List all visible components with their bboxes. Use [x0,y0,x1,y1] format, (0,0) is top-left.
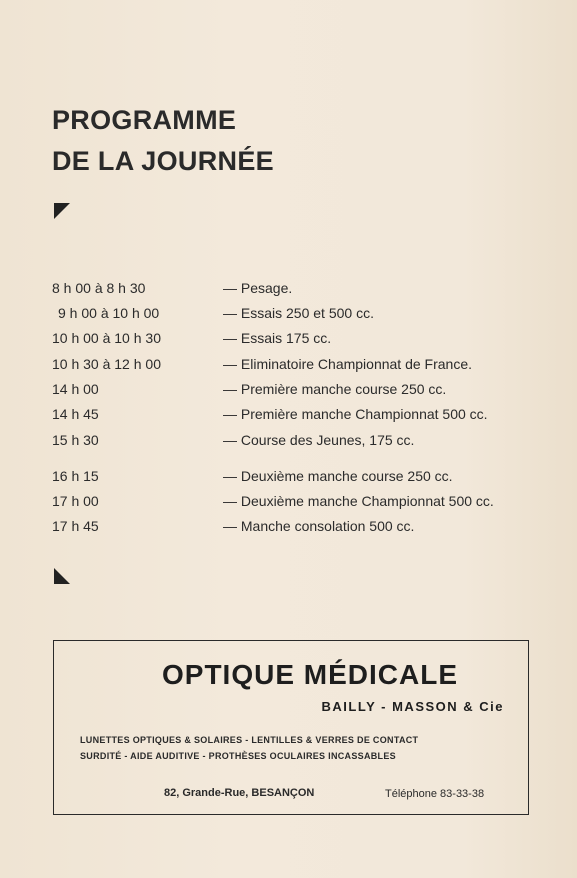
ad-services-line-2: SURDITÉ - AIDE AUDITIVE - PROTHÈSES OCULAIRES INCASSABLES [80,751,396,761]
schedule-time: 17 h 45 [52,518,99,534]
schedule-event: — Eliminatoire Championnat de France. [223,356,473,372]
advertiser-owners: BAILLY - MASSON & Cie [321,699,504,714]
schedule-time: 10 h 30 à 12 h 00 [52,356,161,372]
schedule-row [0,468,577,488]
schedule-time: 14 h 45 [52,406,99,422]
page-title [52,100,274,182]
schedule-event: — Manche consolation 500 cc. [223,518,415,534]
schedule-time: 8 h 00 à 8 h 30 [52,280,146,296]
schedule-time: 16 h 15 [52,468,99,484]
ad-services-line-1: LUNETTES OPTIQUES & SOLAIRES - LENTILLES & VERRES DE CONTACT [80,735,419,745]
schedule-row [0,330,577,350]
schedule-time: 15 h 30 [52,432,99,448]
schedule-row [0,432,577,452]
advertisement-box [53,640,529,815]
schedule-event: — Essais 250 et 500 cc. [223,305,374,321]
corner-arrow-icon [54,203,70,219]
title-line-1: PROGRAMME [52,105,237,135]
advertiser-name: OPTIQUE MÉDICALE [162,659,459,690]
corner-arrow-icon [54,568,70,584]
schedule-time: 9 h 00 à 10 h 00 [58,305,160,321]
schedule-row [0,493,577,513]
schedule-row [0,518,577,538]
schedule-time: 14 h 00 [52,381,99,397]
schedule-time: 10 h 00 à 10 h 30 [52,330,161,346]
schedule-row [0,381,577,401]
ad-address: 82, Grande-Rue, BESANÇON [164,787,315,799]
schedule-row [0,280,577,300]
schedule-event: — Course des Jeunes, 175 cc. [223,432,415,448]
schedule-time: 17 h 00 [52,493,99,509]
schedule-row [0,356,577,376]
schedule-event: — Essais 175 cc. [223,330,332,346]
schedule-row [0,305,577,325]
schedule-event: — Première manche Championnat 500 cc. [223,406,488,422]
schedule-event: — Pesage. [223,280,293,296]
schedule-event: — Première manche course 250 cc. [223,381,447,397]
title-line-2: DE LA JOURNÉE [52,146,274,176]
ad-phone: Téléphone 83-33-38 [385,788,485,800]
schedule-event: — Deuxième manche Championnat 500 cc. [223,493,494,509]
schedule-row [0,406,577,426]
schedule-event: — Deuxième manche course 250 cc. [223,468,453,484]
